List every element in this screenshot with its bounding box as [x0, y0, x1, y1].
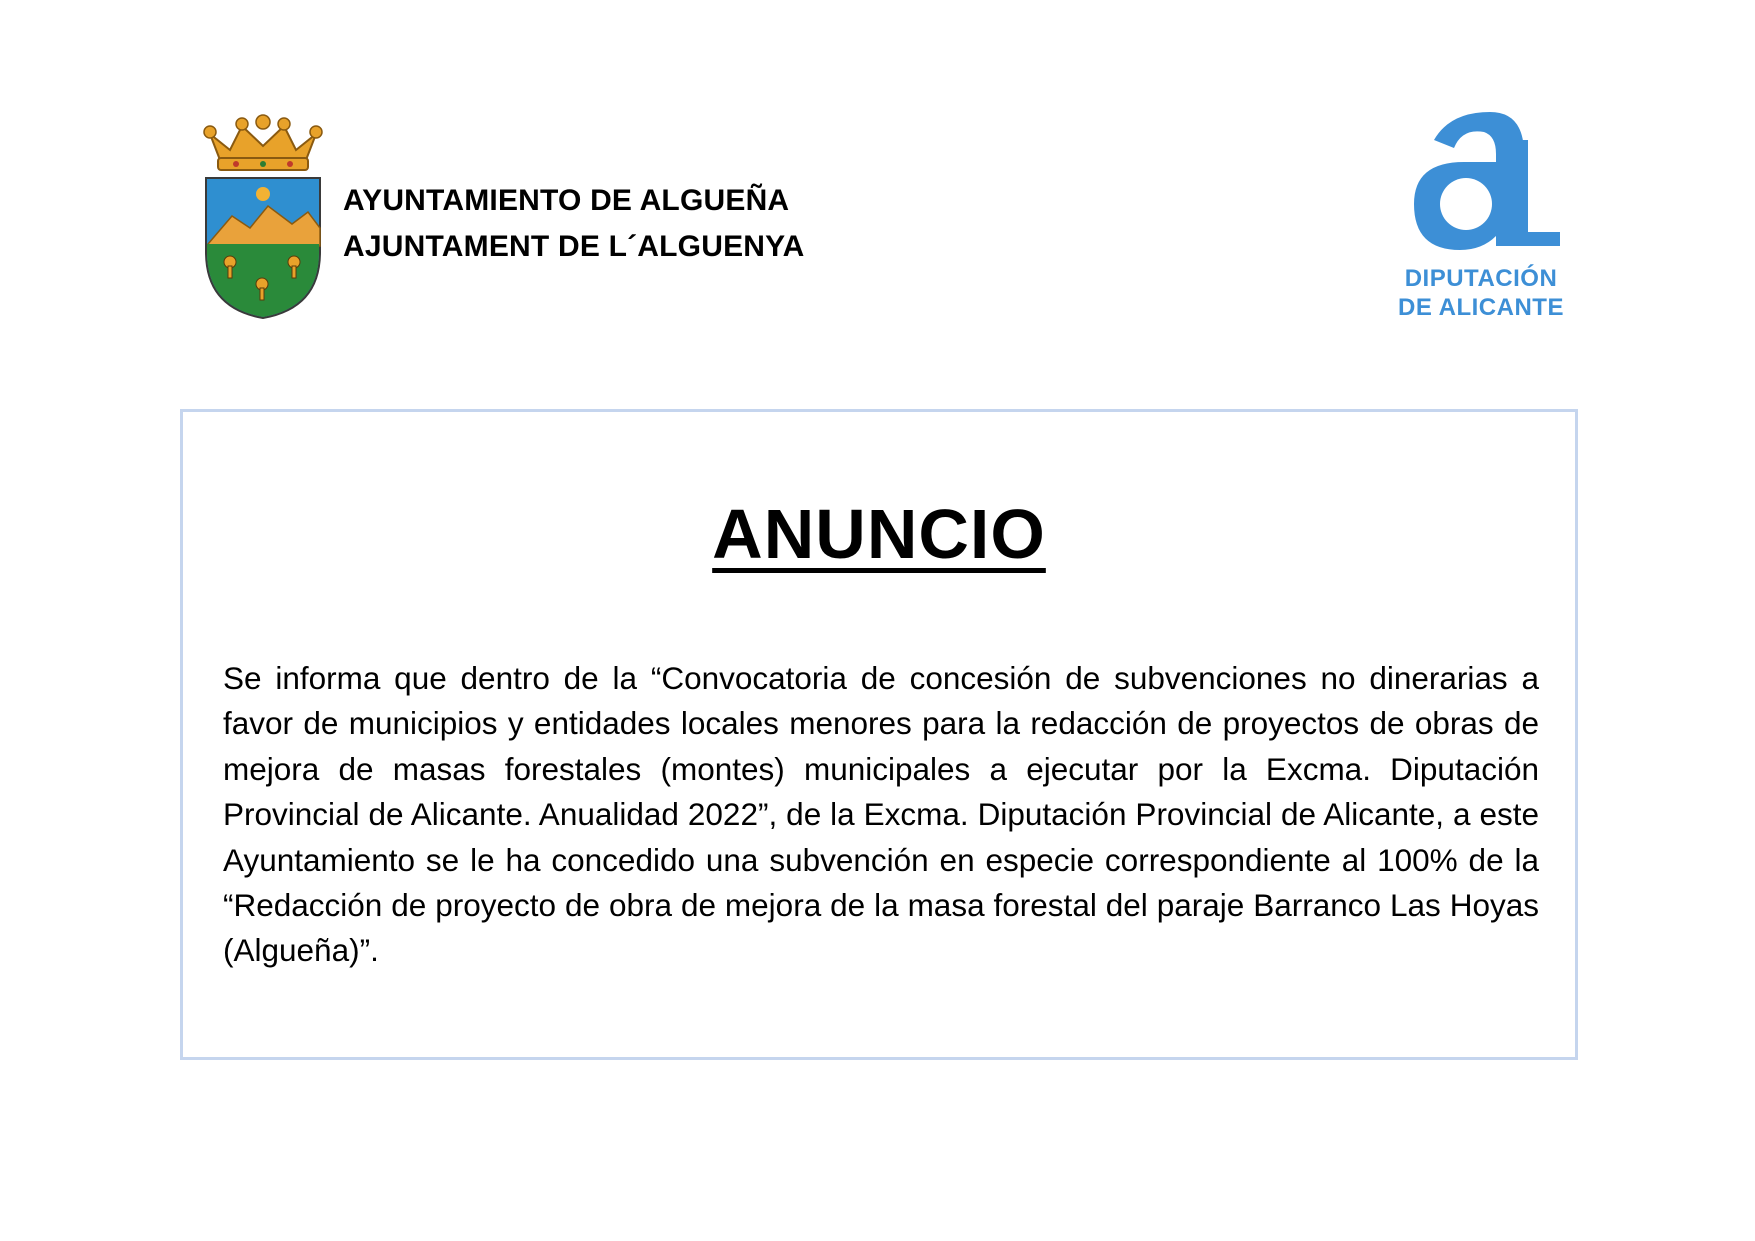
diputacion-logo-icon: [1390, 104, 1572, 254]
announcement-title: ANUNCIO: [712, 495, 1046, 573]
diputacion-name-line1: DIPUTACIÓN: [1404, 265, 1558, 292]
diputacion-name-line2: DE ALICANTE: [1398, 294, 1564, 321]
diputacion-name: [1390, 264, 1572, 322]
municipality-names: [343, 178, 804, 270]
diputacion-logo: [1390, 104, 1572, 320]
municipality-name-es: AYUNTAMIENTO DE ALGUEÑA: [343, 184, 790, 217]
announcement-box: [180, 409, 1578, 1060]
crown-icon: [204, 115, 322, 170]
announcement-body: Se informa que dentro de la “Convocatoria de concesión de subvenciones no dinerarias a favor de municipios y entidades locales menores para la redacción de proyectos de obras de mejora de masas forestales (montes) municipales a ejecutar por la Excma. Diputación Provincial de Alicante. Anualidad 2022”, de la Excma. Diputación Provincial de Alicante, a este Ayuntamiento se le ha concedido una subvención en especie correspondiente al 100% de la “Redacción de proyecto de obra de mejora de la masa forestal del paraje Barranco Las Hoyas (Algueña)”.: [223, 660, 1539, 969]
municipality-name-va: AJUNTAMENT DE L´ALGUENYA: [343, 230, 805, 263]
coat-of-arms-icon: [196, 112, 330, 320]
